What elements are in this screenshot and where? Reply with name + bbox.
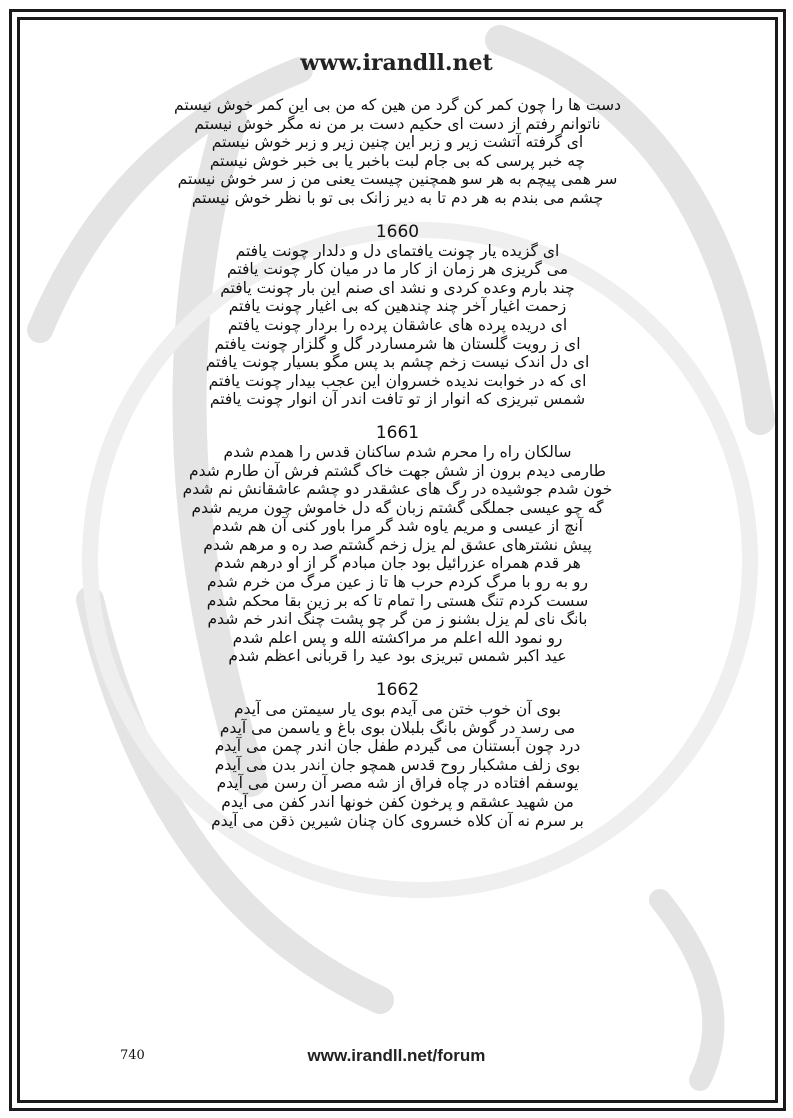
verse-line: شمس تبریزی که انوار از تو تافت اندر آن انوار چونت یافتم — [209, 390, 586, 409]
verse-line: درد چون آبستنان می گیردم طفل جان اندر چمن می آیدم — [214, 737, 581, 756]
verse-line: ای گرفته آتشت زیر و زبر این چنین زیر و زبر خوش نیستم — [211, 133, 584, 152]
verse-line: آنچ از عیسی و مریم یاوه شد گر مرا باور کنی آن هم شدم — [212, 517, 583, 536]
verse-line: سر همی پیچم به هر سو همچنین چیست یعنی من ز سر خوش نیستم — [177, 170, 618, 189]
verse-line: ناتوانم رفتم از دست ای حکیم دست بر من نه مگر خوش نیستم — [194, 114, 601, 133]
verse-line: بانگ نای لم یزل بشنو ز من گر چو پشت چنگ اندر خم شدم — [207, 610, 588, 629]
verse-line: پیش نشترهای عشق لم یزل زخم گشتم صد ره و مرهم شدم — [203, 535, 592, 554]
verse-line: بر سرم نه آن کلاه خسروی کان چنان شیرین ذقن می آیدم — [211, 811, 584, 830]
poem-content — [125, 96, 670, 830]
verse-line: عید اکبر شمس تبریزی بود عید را قربانی اعظم شدم — [228, 647, 567, 666]
poem-number: 1660 — [375, 221, 420, 242]
verse-line: ای دل اندک نیست زخم چشم بد پس مگو بسیار چونت یافتم — [205, 353, 590, 372]
verse-line: دست ها را چون کمر کن گرد من هین که من بی این کمر خوش نیستم — [174, 96, 621, 114]
verse-line: طارمی دیدم برون از شش جهت خاک گشتم فرش آن طارم شدم — [189, 461, 606, 480]
page-number: 740 — [120, 1048, 145, 1063]
verse-line: رو نمود الله اعلم مر مراکشته الله و پس اعلم شدم — [232, 628, 563, 647]
site-header-url: www.irandll.net — [300, 50, 493, 76]
verse-line: چه خبر پرسی که بی جام لبت باخبر یا بی خبر خوش نیستم — [209, 151, 586, 170]
verse-line: سست کردم تنگ هستی را تمام تا که بر زین بقا محکم شدم — [206, 591, 589, 610]
forum-footer-link[interactable]: www.irandll.net/forum — [307, 1046, 486, 1065]
verse-line: زحمت اغیار آخر چند چندهین که بی اغیار چونت یافتم — [228, 297, 567, 316]
verse-line: من شهید عشقم و پرخون کفن خونها اندر کفن می آیدم — [221, 793, 574, 811]
poem-number: 1661 — [375, 422, 420, 443]
verse-line: ای که در خوابت ندیده خسروان این عجب بیدار چونت یافتم — [208, 371, 587, 390]
verse-line: چشم می بندم به هر دم تا به دیر زانک بی تو با نظر خوش نیستم — [191, 188, 604, 207]
verse-line: ای گزیده یار چونت یافتمای دل و دلدار چونت یافتم — [235, 241, 560, 260]
verse-line: ای ز رویت گلستان ها شرمساردر گل و گلزار چونت یافتم — [214, 334, 581, 353]
verse-line: بوی زلف مشکبار روح قدس همچو جان اندر بدن می آیدم — [214, 755, 581, 774]
verse-line: ای دریده پرده های عاشقان پرده را بردار چونت یافتم — [227, 315, 568, 334]
verse-line: گه چو عیسی جملگی گشتم زبان گه دل خاموش چون مریم شدم — [191, 498, 604, 517]
verse-line: سالکان راه را محرم شدم ساکنان قدس را همدم شدم — [223, 442, 572, 461]
verse-line: چند بارم وعده کردی و نشد ای صنم این بار چونت یافتم — [220, 278, 575, 297]
verse-line: هر قدم همراه عزرائیل بود جان مبادم گر از او درهم شدم — [214, 554, 581, 573]
verse-line: می رسد در گوش بانگ بلبلان بوی باغ و یاسمن می آیدم — [219, 718, 576, 737]
verse-line: بوی آن خوب ختن می آیدم بوی یار سیمتن می آیدم — [234, 700, 561, 719]
poem-number: 1662 — [375, 680, 420, 701]
verse-line: یوسفم افتاده در چاه فراق از شه مصر آن رسن می آیدم — [216, 774, 579, 793]
verse-line: خون شدم جوشیده در رگ های عشقدر دو چشم عاشقانش نم شدم — [182, 480, 613, 499]
verse-line: می گریزی هر زمان از کار ما در میان کار چونت یافتم — [227, 260, 568, 279]
verse-line: رو به رو با مرگ کردم حرب ها تا ز عین مرگ من خرم شدم — [207, 573, 588, 592]
